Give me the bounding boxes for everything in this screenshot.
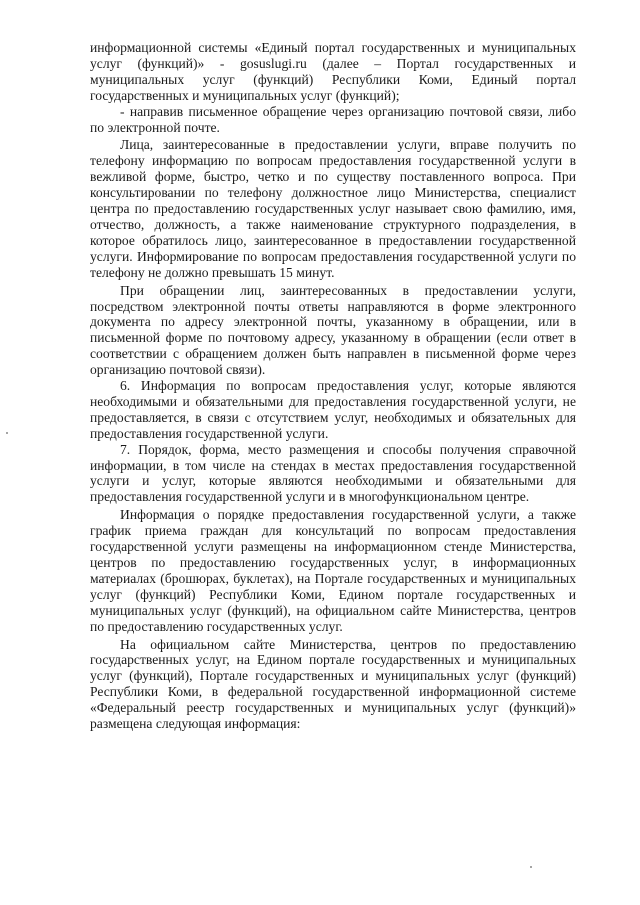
paragraph-email-info: При обращении лиц, заинтересованных в предоставлении услуги, посредством электронной почты ответы направляются в форме электронного документа по адресу электронной почты, указанному в обращении, или в письменной форме по почтовому адресу, указанному в обращении (если ответ в соответствии с обращением должен быть направлен в письменной форме через организацию почтовой связи). (90, 282, 576, 378)
paragraph-postal-request: - направив письменное обращение через организацию почтовой связи, либо по электронной почте. (90, 103, 576, 135)
paragraph-item-7: 7. Порядок, форма, место размещения и способы получения справочной информации, в том числе на стендах в местах предоставления государственной услуги и услуг, которые являются необходимыми и обязательными для предоставления государственной услуги и в многофункциональном центре. (90, 441, 576, 505)
scan-speck (6, 432, 8, 434)
paragraph-portal-continuation: информационной системы «Единый портал государственных и муниципальных услуг (функций)» - gosuslugi.ru (далее – Портал государственных и муниципальных услуг (функций) Республики Коми, Единый портал государственных и муниципальных услуг (функций); (90, 40, 576, 103)
paragraph-phone-info: Лица, заинтересованные в предоставлении услуги, вправе получить по телефону информацию по вопросам предоставления государственной услуги в вежливой форме, быстро, четко и по существу поставленного вопроса. При консультировании по телефону должностное лицо Министерства, специалист центра по предоставлению государственных услуг называет свою фамилию, имя, отчество, должность, а также наименование структурного подразделения, в которое обратилось лицо, заинтересованное в предоставлении государственной услуги. Информирование по вопросам предоставления государственной услуги по телефону не должно превышать 15 минут. (90, 137, 576, 280)
paragraph-official-site: На официальном сайте Министерства, центров по предоставлению государственных услуг, на Едином портале государственных и муниципальных услуг (функций), Портале государственных и муниципальных услуг (функций) Республики Коми, в федеральной государственной информационной системе «Федеральный реестр государственных и муниципальных услуг (функций)» размещена следующая информация: (90, 636, 576, 732)
paragraph-item-6: 6. Информация по вопросам предоставления услуг, которые являются необходимыми и обязательными для предоставления государственной услуги, не предоставляется, в связи с отсутствием услуг, необходимых и обязательных для предоставления государственной услуги. (90, 378, 576, 441)
scan-speck (530, 866, 532, 868)
paragraph-procedure-info: Информация о порядке предоставления государственной услуги, а также график приема граждан для консультаций по вопросам предоставления государственной услуги размещены на информационном стенде Министерства, центров по предоставлению государственных услуг, в информационных материалах (брошюрах, буклетах), на Портале государственных и муниципальных услуг (функций) Республики Коми, Едином портале государственных и муниципальных услуг (функций), на официальном сайте Министерства, центров по предоставлению государственных услуг. (90, 507, 576, 634)
